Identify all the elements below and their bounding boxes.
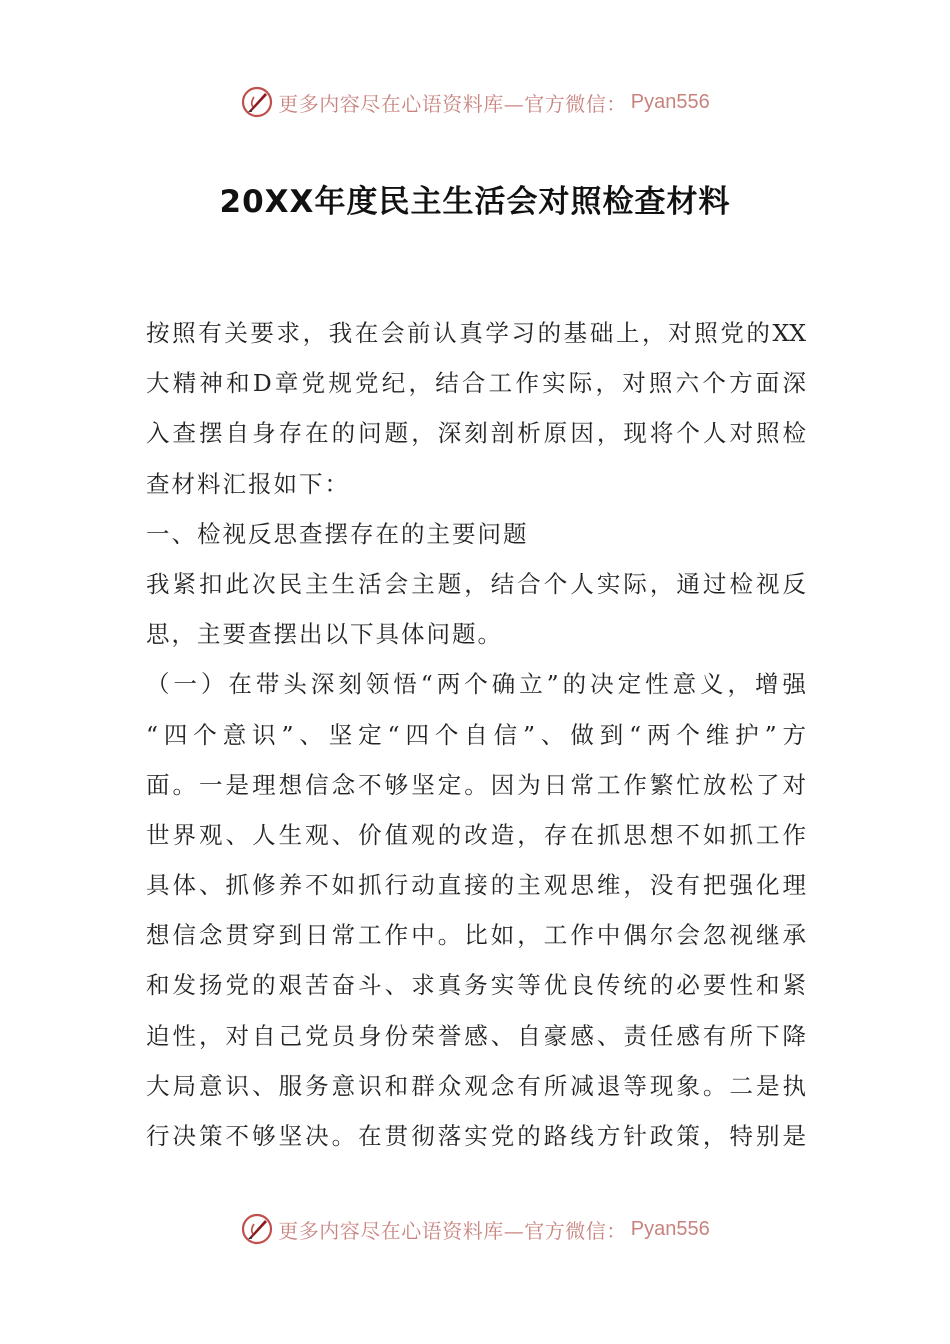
body-line: 按照有关要求，我在会前认真学习的基础上，对照党的XX: [146, 319, 806, 347]
watermark-banner-bottom: [0, 1209, 950, 1249]
section-heading: 一、检视反思查摆存在的主要问题: [146, 519, 529, 548]
watermark-text: 更多内容尽在心语资料库—官方微信：: [278, 91, 627, 116]
body-line: 迫性，对自己党员身份荣誉感、自豪感、责任感有所下降: [146, 1021, 806, 1050]
body-line: 查材料汇报如下：: [146, 469, 350, 498]
quill-circle-logo-icon: [240, 1212, 274, 1246]
body-line: 行决策不够坚决。在贯彻落实党的路线方针政策，特别是: [146, 1122, 806, 1150]
watermark-banner-top: [0, 82, 950, 122]
body-line: 和发扬党的艰苦奋斗、求真务实等优良传统的必要性和紧: [146, 971, 806, 1000]
body-line: 世界观、人生观、价值观的改造，存在抓思想不如抓工作: [146, 820, 806, 849]
body-line: 思，主要查摆出以下具体问题。: [146, 620, 503, 649]
body-line: “四个意识”、坚定“四个自信”、做到“两个维护”方: [146, 720, 806, 749]
body-line: 大局意识、服务意识和群众观念有所减退等现象。二是执: [146, 1071, 806, 1100]
body-line: 我紧扣此次民主生活会主题，结合个人实际，通过检视反: [146, 569, 806, 598]
body-line: 面。一是理想信念不够坚定。因为日常工作繁忙放松了对: [146, 770, 806, 799]
document-body: [146, 308, 806, 1161]
body-line: 想信念贯穿到日常工作中。比如，工作中偶尔会忽视继承: [146, 921, 806, 950]
body-line: 具体、抓修养不如抓行动直接的主观思维，没有把强化理: [146, 871, 806, 900]
watermark-text: 更多内容尽在心语资料库—官方微信：: [278, 1218, 627, 1243]
watermark-wechat-id: Pyan556: [630, 1217, 710, 1240]
watermark-wechat-id: Pyan556: [630, 90, 710, 113]
quill-circle-logo-icon: [240, 85, 274, 119]
body-line: 入查摆自身存在的问题，深刻剖析原因，现将个人对照检: [146, 419, 806, 448]
body-line: （一）在带头深刻领悟“两个确立”的决定性意义，增强: [146, 670, 806, 699]
body-line: 大精神和D章党规党纪，结合工作实际，对照六个方面深: [146, 369, 806, 398]
document-title: 20XX年度民主生活会对照检查材料: [219, 184, 731, 220]
